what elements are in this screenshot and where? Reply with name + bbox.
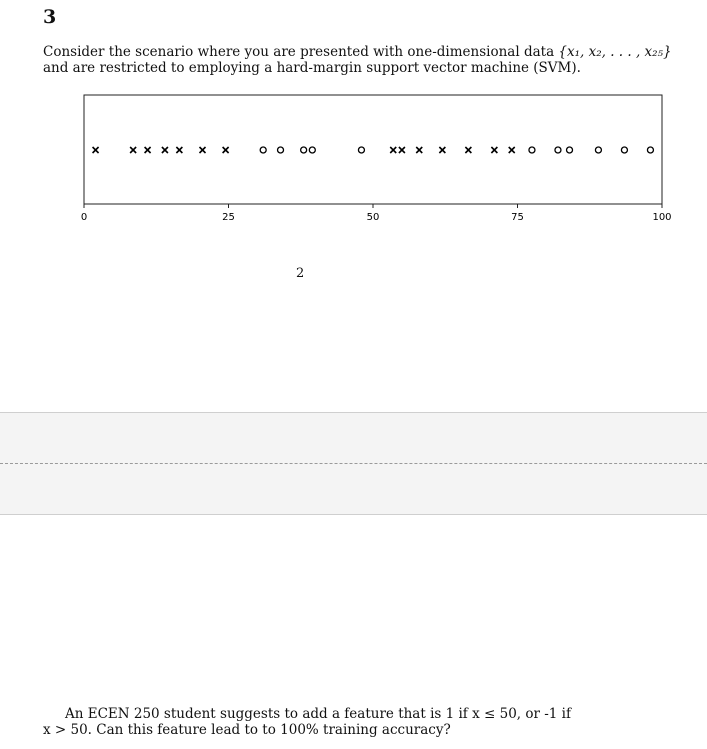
- page-break-bottom: [0, 464, 707, 515]
- x-marker: [416, 147, 422, 153]
- x-tick-label: 50: [366, 212, 380, 223]
- question-number: 3: [43, 6, 57, 28]
- intro-suffix: and are restricted to employing a hard-margin support vector machine (SVM).: [43, 60, 581, 76]
- x-marker: [509, 147, 515, 153]
- intro-math: {x₁, x₂, . . . , x₂₅}: [558, 44, 672, 60]
- o-marker: [309, 147, 315, 153]
- data-points: [93, 147, 654, 153]
- x-marker: [145, 147, 151, 153]
- followup-line-1: An ECEN 250 student suggests to add a feature that is 1 if x ≤ 50, or -1 if: [65, 706, 571, 722]
- page-number: 2: [296, 266, 305, 281]
- x-marker: [491, 147, 497, 153]
- plot-frame: [84, 95, 662, 204]
- o-marker: [260, 147, 266, 153]
- x-marker: [399, 147, 405, 153]
- o-marker: [358, 147, 364, 153]
- o-marker: [595, 147, 601, 153]
- x-tick-label: 0: [80, 212, 88, 223]
- o-marker: [529, 147, 535, 153]
- followup-line-2: x > 50. Can this feature lead to to 100% training accuracy?: [43, 722, 451, 738]
- x-marker: [390, 147, 396, 153]
- o-marker: [301, 147, 307, 153]
- x-axis: [81, 204, 672, 223]
- x-marker: [130, 147, 136, 153]
- x-marker: [93, 147, 99, 153]
- page-break-top: [0, 412, 707, 464]
- x-marker: [465, 147, 471, 153]
- intro-prefix: Consider the scenario where you are presented with one-dimensional data: [43, 44, 559, 60]
- x-marker: [199, 147, 205, 153]
- o-marker: [621, 147, 627, 153]
- o-marker: [567, 147, 573, 153]
- x-tick-label: 75: [511, 212, 524, 223]
- followup-question: [43, 706, 603, 738]
- x-marker: [176, 147, 182, 153]
- scatter-plot: [0, 0, 707, 260]
- o-marker: [555, 147, 561, 153]
- x-tick-label: 25: [222, 212, 235, 223]
- x-marker: [223, 147, 229, 153]
- o-marker: [278, 147, 284, 153]
- x-marker: [162, 147, 168, 153]
- o-marker: [647, 147, 653, 153]
- x-marker: [439, 147, 445, 153]
- x-tick-label: 100: [652, 212, 672, 223]
